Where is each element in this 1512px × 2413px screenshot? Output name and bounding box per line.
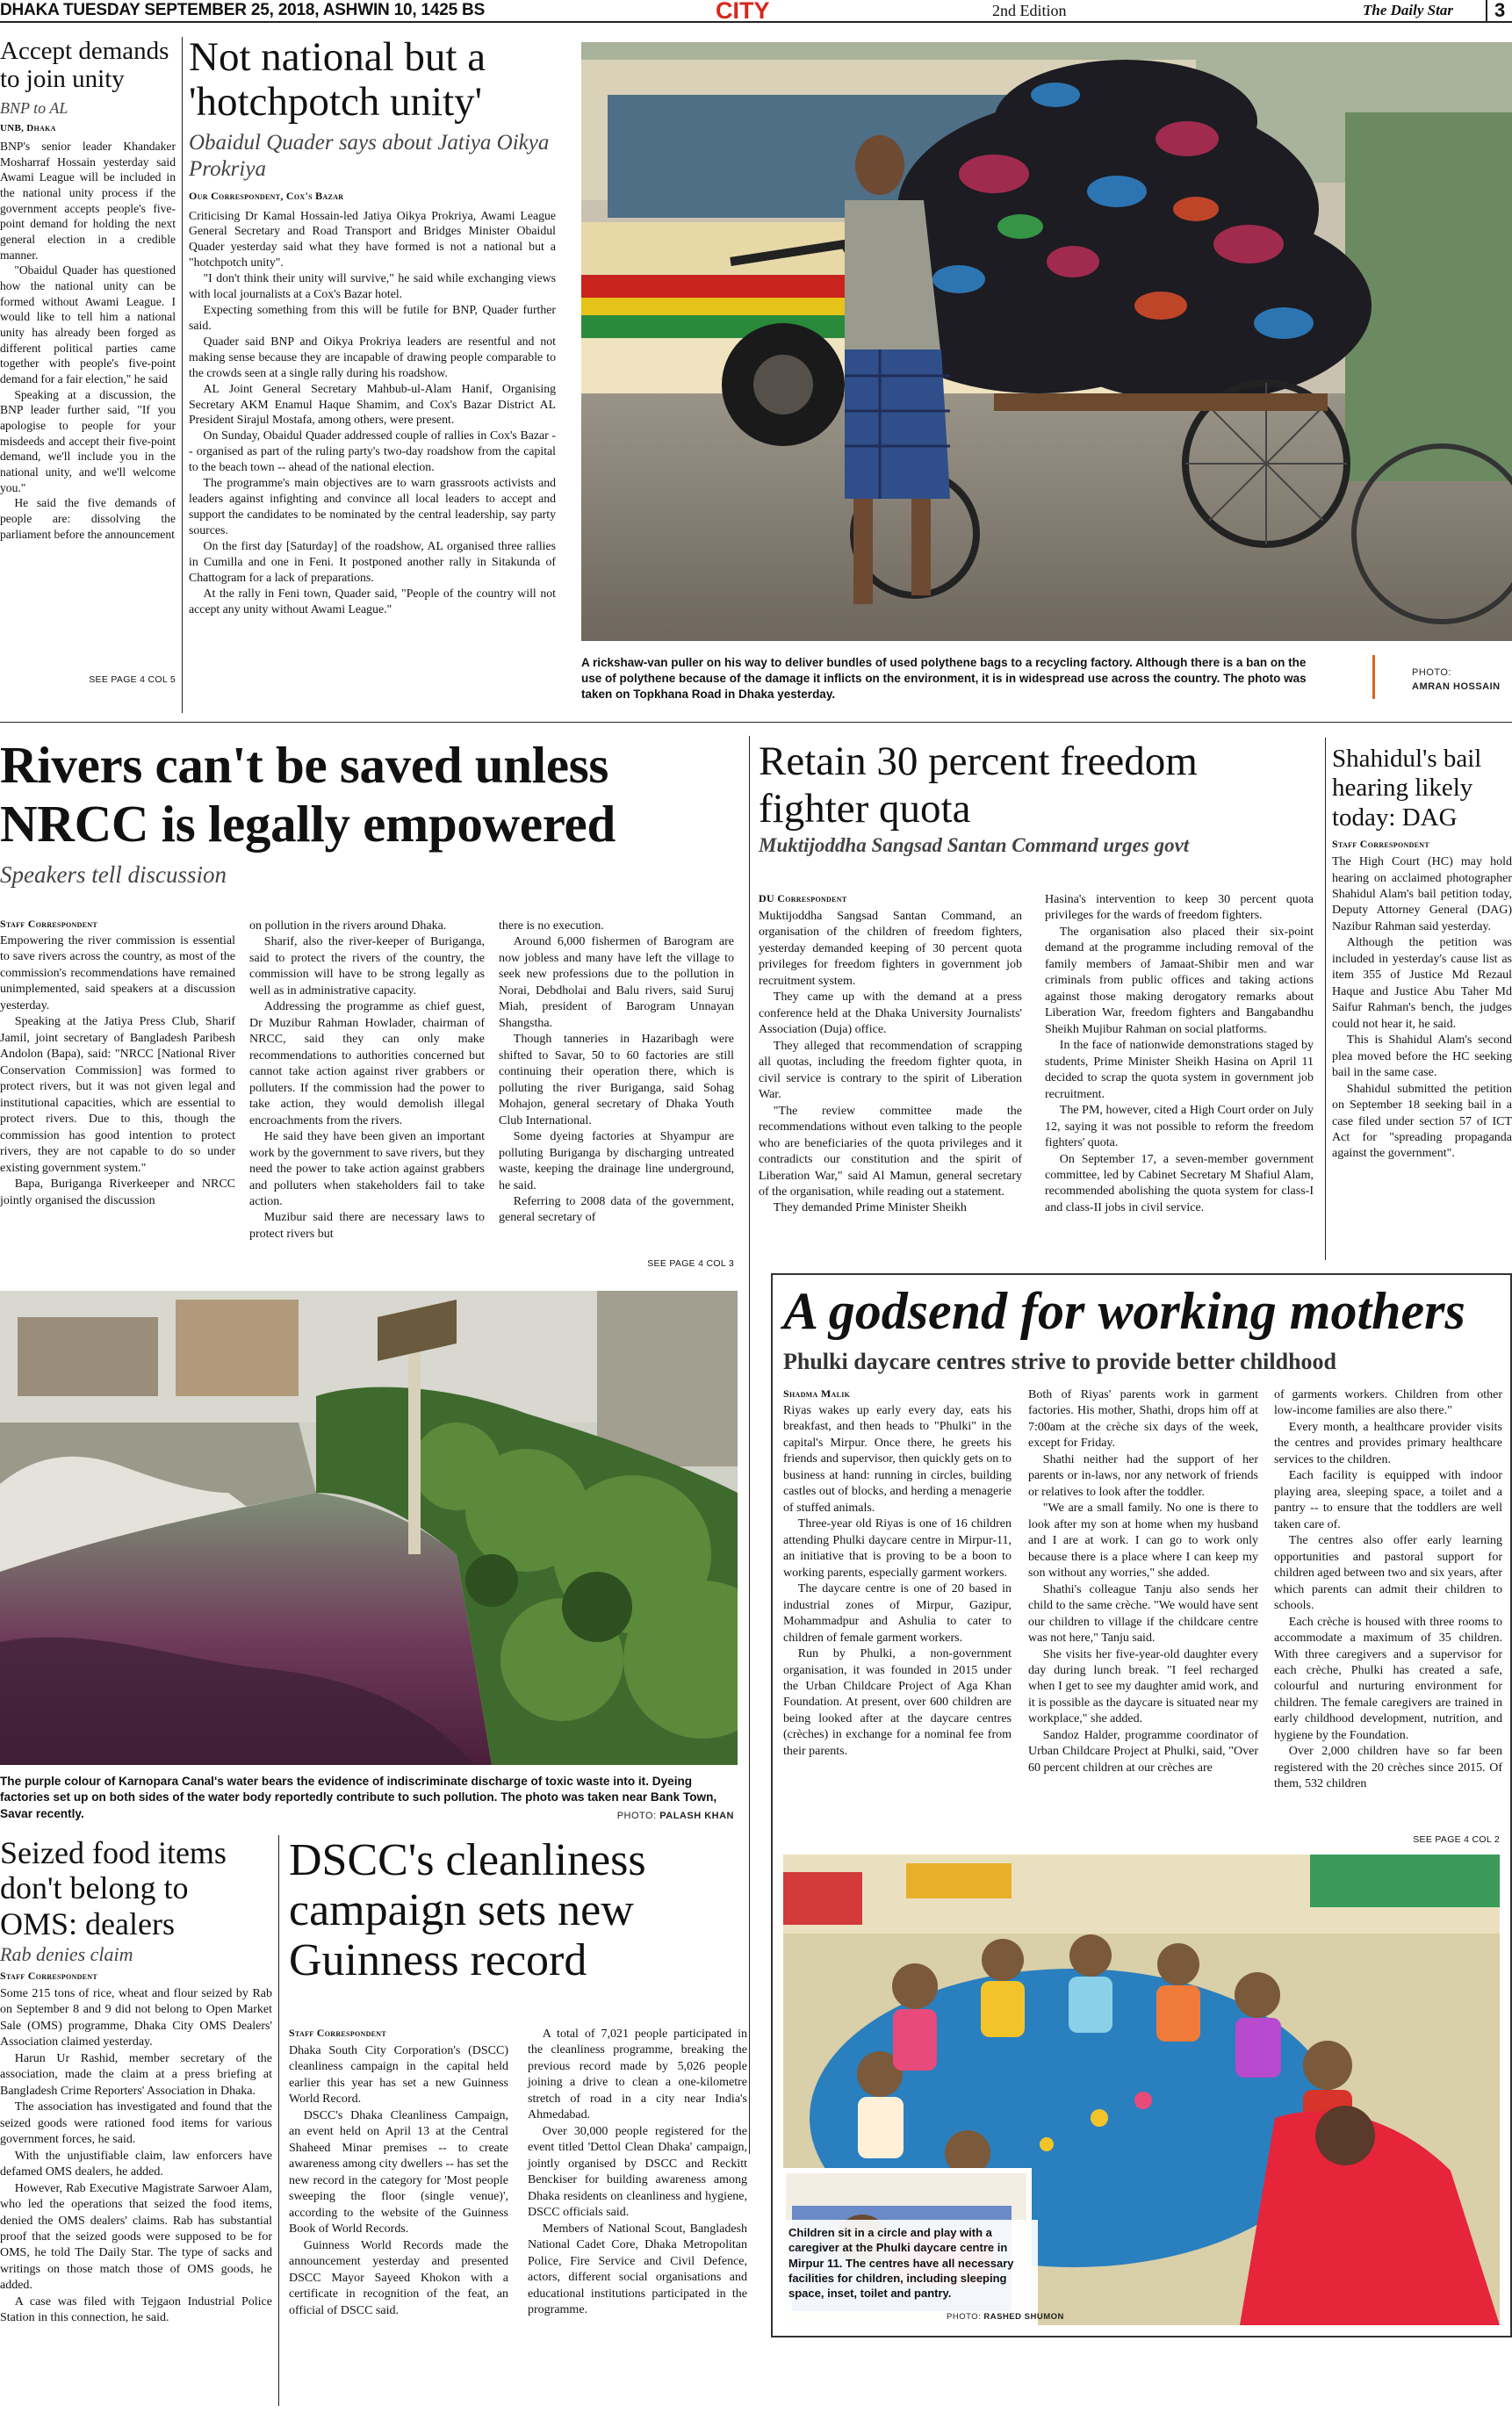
photo-credit-label: PHOTO: bbox=[1412, 667, 1451, 678]
paragraph: Some dyeing factories at Shyampur are polluting Buriganga by discharging untreated waste, keeping the drainage line underground, he said. bbox=[499, 1130, 734, 1192]
paragraph: there is no execution. bbox=[499, 919, 604, 933]
paragraph: He said they have been given an important work by the government to save rivers, but they need the power to take action against grabbers and polluters when stakeholders fail to take action. bbox=[249, 1130, 485, 1208]
paragraph: "We are a small family. No one is there to look after my son at home when my husband and I are at work. I can go to work only because there is a place where I can keep my son without any worries," she added. bbox=[1028, 1502, 1258, 1581]
paragraph: The programme's main objectives are to warn grassroots activists and leaders against infighting and convince all local leaders to accept and support the candidates to be nominated by the central leadership, say party sources. bbox=[189, 476, 556, 537]
jump-line: SEE PAGE 4 COL 5 bbox=[89, 673, 176, 685]
body-col-2 bbox=[249, 918, 485, 1265]
paragraph: She visits her five-year-old daughter every day during lunch break. "I feel recharged when I get to see my daughter amid work, and it is possible as the daycare is situated near my workplace," she added. bbox=[1028, 1647, 1258, 1726]
paragraph: Shathi neither had the support of her parents or in-laws, nor any network of friends or relatives to look after the toddler. bbox=[1028, 1452, 1258, 1499]
headline: A godsend for working mothers bbox=[783, 1282, 1465, 1340]
edition-label: 2nd Edition bbox=[992, 2, 1067, 19]
body-col-1 bbox=[783, 1403, 1012, 1842]
body-col-1 bbox=[289, 2043, 508, 2403]
paragraph: The High Court (HC) may hold hearing on acclaimed photographer Shahidul Alam's bail petition today, Deputy Attorney General (DAG) Nazibur Rahman said yesterday. bbox=[1332, 855, 1512, 933]
photo-credit-label: PHOTO: bbox=[947, 2312, 982, 2322]
paragraph: "The review committee made the recommendations without even talking to the people who are beneficiaries of the quota privileges and it contradicts our constitution and the spirit of Liberation War," said Al Mamun, general secretary of the organisation, while reading out a statement. bbox=[759, 1104, 1022, 1199]
paragraph: Over 30,000 people registered for the event titled 'Dettol Clean Dhaka' campaign, jointly organised by DSCC and Reckitt Benckiser for building awareness among Dhaka residents on cleanliness and hygiene, DSCC officials said. bbox=[528, 2124, 747, 2220]
paragraph: The centres also offer early learning opportunities and pastoral support for children aged between two and six years, after which parents can admit their children to schools. bbox=[1274, 1534, 1502, 1613]
paragraph: Each facility is equipped with indoor playing area, sleeping space, a toilet and a pantry -- to ensure that the toddlers are well taken care of. bbox=[1274, 1469, 1502, 1531]
body-col-2 bbox=[1045, 892, 1314, 1257]
article-seized-food-oms bbox=[0, 1835, 272, 2410]
body-col-3 bbox=[499, 918, 734, 1257]
paragraph: Both of Riyas' parents work in garment factories. His mother, Shathi, drops him off at 7:00am at the crèche six days of the week, except for Friday. bbox=[1028, 1388, 1258, 1451]
paragraph: DSCC's Dhaka Cleanliness Campaign, an event held on April 13 at the Central Shaheed Minar premises -- to create awareness among city dwellers -- has set the new record in the category for 'Most people sweeping the floor (single venue)', according to the website of the Guinness Book of World Records. bbox=[289, 2108, 508, 2237]
paragraph: Referring to 2008 data of the government, general secretary of bbox=[499, 1194, 734, 1225]
byline: Staff Correspondent bbox=[0, 918, 98, 930]
photo-caption: Children sit in a circle and play with a caregiver at the Phulki daycare centre in Mirpur 11. The centres have all necessary facilities for children, including sleeping space, inset, toilet and pantry. bbox=[788, 2226, 1014, 2301]
subheadline: Speakers tell discussion bbox=[0, 861, 227, 888]
paragraph: Quader said BNP and Oikya Prokriya leaders are resentful and not making sense because they are incapable of drawing people comparable to the crowds seen at a single rally during his roadshow. bbox=[189, 334, 556, 379]
paragraph: A case was filed with Tejgaon Industrial Police Station in this connection, he said. bbox=[0, 2294, 272, 2325]
body bbox=[0, 1986, 272, 2373]
paragraph: Around 6,000 fishermen of Barogram are now jobless and many have left the village to seek new professions due to the pollution in Norai, Debdholai and Balu rivers, said Suruj Miah, president of Barogram Unnayan Shangstha. bbox=[499, 935, 734, 1030]
masthead bbox=[0, 0, 1512, 23]
byline: UNB, Dhaka bbox=[0, 122, 56, 133]
paragraph: Shathi's colleague Tanju also sends her child to the same crèche. "We would have sent our children to village if the childcare centre was not here," Tanju said. bbox=[1028, 1582, 1258, 1646]
headline: Not national but a 'hotchpotch unity' bbox=[189, 35, 486, 125]
paragraph: Sandoz Halder, programme coordinator of Urban Childcare Project at Phulki, said, "Over 60 percent children at our crèches are bbox=[1028, 1728, 1258, 1775]
paragraph: He said the five demands of people are: dissolving the parliament before the announcement bbox=[0, 496, 176, 541]
paragraph: Riyas wakes up early every day, eats his breakfast, and then heads to "Phulki" in the capital's Mirpur. Once there, he greets his friends and supervisor, then quickly gets on to business at hand: running in circles, building castles out of blocks, and herding a menagerie of stuffed animals. bbox=[783, 1404, 1012, 1515]
body bbox=[189, 208, 556, 700]
photo-caption-block bbox=[581, 655, 1512, 708]
byline: Staff Correspondent bbox=[289, 2027, 387, 2039]
column-rule bbox=[278, 1835, 279, 2406]
photo-credit-name: RASHED SHUMON bbox=[983, 2312, 1064, 2322]
article-hotchpotch-unity bbox=[189, 35, 556, 722]
paragraph: Muzibur said there are necessary laws to protect rivers but bbox=[249, 1211, 485, 1241]
column-rule bbox=[182, 37, 183, 713]
dateline: DHAKA TUESDAY SEPTEMBER 25, 2018, ASHWIN 10, 1425 BS bbox=[0, 1, 486, 19]
paragraph: of garments workers. Children from other low-income families are also there." bbox=[1274, 1388, 1502, 1418]
photo-children-daycare bbox=[783, 1855, 1500, 2325]
paragraph: However, Rab Executive Magistrate Sarwoer Alam, who led the operations that seized the food items, denied the OMS dealers' claims. Rab has substantial proof that the seized goods were supposed to be for OMS, he told The Daily Star. The type of sacks and writings on those match those of OMS goods, he added. bbox=[0, 2181, 272, 2293]
paragraph: On September 17, a seven-member government committee, led by Cabinet Secretary M Shafiul Alam, recommended abolishing the quota system for class-I and class-II jobs in civil service. bbox=[1045, 1152, 1314, 1214]
caption-divider bbox=[1372, 655, 1375, 699]
paragraph: Expecting something from this will be futile for BNP, Quader further said. bbox=[189, 303, 556, 332]
paragraph: Bapa, Buriganga Riverkeeper and NRCC jointly organised the discussion bbox=[0, 1178, 235, 1207]
photo-caption-panel bbox=[783, 2220, 1038, 2325]
paragraph: Shahidul submitted the petition on September 18 seeking bail in a case filed under section 57 of ICT Act for "spreading propaganda against the government". bbox=[1332, 1082, 1512, 1161]
paragraph: The PM, however, cited a High Court order on July 12, saying it was not possible to reform the freedom fighters' quota. bbox=[1045, 1104, 1314, 1150]
paragraph: On the first day [Saturday] of the roadshow, AL organised three rallies in Cumilla and one in Feni. It postponed another rally in Sitakunda of Chattogram for a lack of preparations. bbox=[189, 538, 556, 584]
paragraph: At the rally in Feni town, Quader said, "People of the country will not accept any unity without Awami League." bbox=[189, 586, 556, 616]
subheadline: Muktijoddha Sangsad Santan Command urges govt bbox=[759, 834, 1190, 857]
paragraph: Every month, a healthcare provider visits the centres and provides primary healthcare services to the children. bbox=[1274, 1420, 1502, 1466]
subheadline: Obaidul Quader says about Jatiya Oikya Prokriya bbox=[189, 130, 550, 181]
paragraph: Muktijoddha Sangsad Santan Command, an organisation of the children of freedom fighters, yesterday demanded keeping of 30 percent quota privileges for freedom fighters in government job recruitment system. bbox=[759, 910, 1022, 988]
paragraph: "Obaidul Quader has questioned how the national unity can be formed without Awami League. I would like to tell him a national unity has already been forged as different political parties came together with people's five-point demand for a fair election," he said bbox=[0, 263, 176, 386]
paragraph: This is Shahidul Alam's second plea moved before the HC seeking bail in the same case. bbox=[1332, 1034, 1512, 1080]
photo-caption: The purple colour of Karnopara Canal's water bears the evidence of indiscriminate discharge of toxic waste into it. Dyeing factories set up on both sides of the water body reportedly contribute to such pollution. The photo was taken near Bank Town, Savar recently. bbox=[0, 1775, 717, 1820]
article-shahidul-bail bbox=[1332, 745, 1512, 1263]
photo-credit bbox=[947, 2312, 1064, 2322]
jump-line: SEE PAGE 4 COL 3 bbox=[647, 1258, 734, 1269]
paragraph: With the unjustifiable claim, law enforcers have defamed OMS dealers, he added. bbox=[0, 2149, 272, 2179]
paragraph: Criticising Dr Kamal Hossain-led Jatiya Oikya Prokriya, Awami League General Secretary and Road Transport and Bridges Minister Obaidul Quader yesterday said what they have formed is not a national but a "hotchpotch unity". bbox=[189, 208, 556, 270]
article-rivers-nrcc bbox=[0, 736, 738, 1280]
paragraph: on pollution in the rivers around Dhaka. bbox=[249, 919, 447, 933]
paragraph: Sharif, also the river-keeper of Buriganga, said to protect the rivers of the country, the commission will have to be strong legally as well as in administrative capacity. bbox=[249, 935, 485, 998]
byline: Staff Correspondent bbox=[0, 1969, 98, 1982]
paragraph: Harun Ur Rashid, member secretary of the association, made the claim at a press briefing at Bangladesh Crime Reporters' Association in Dhaka. bbox=[0, 2051, 272, 2098]
paragraph: In the face of nationwide demonstrations staged by students, Prime Minister Sheikh Hasina on April 11 decided to scrap the quota system in government job recruitment. bbox=[1045, 1039, 1314, 1101]
jump-line: SEE PAGE 4 COL 2 bbox=[1413, 1834, 1500, 1845]
headline: Seized food items don't belong to OMS: dealers bbox=[0, 1835, 227, 1941]
byline: Staff Correspondent bbox=[1332, 838, 1430, 851]
rickshaw-photo-illustration bbox=[581, 42, 1512, 641]
paragraph: They came up with the demand at a press conference held at the Dhaka University Journalists' Association (Duja) office. bbox=[759, 990, 1022, 1037]
paragraph: Empowering the river commission is essential to save rivers across the country, as most of the commission's recommendations have remained unimplemented, said speakers at a discussion yesterday. bbox=[0, 934, 235, 1012]
photo-caption-block bbox=[0, 1774, 738, 1828]
article-godsend-working-mothers bbox=[771, 1273, 1512, 2337]
column-rule bbox=[1325, 738, 1326, 1260]
body-col-2 bbox=[528, 2027, 747, 2404]
section-label: CITY bbox=[716, 0, 770, 23]
paragraph: Addressing the programme as chief guest, Dr Muzibur Rahman Howlader, chairman of NRCC, said they can only make recommendations to authorities concerned but cannot take action against river grabbers or polluters. If the commission had the power to take action, they would demolish illegal encroachments from the rivers. bbox=[249, 1000, 485, 1127]
paragraph: Over 2,000 children have so far been registered with the 20 crèches since 2015. Of them, 532 children bbox=[1274, 1745, 1502, 1791]
article-freedom-fighter-quota bbox=[759, 738, 1317, 1264]
paragraph: Dhaka South City Corporation's (DSCC) cleanliness campaign in the capital held earlier this year has set a new Guinness World Record. bbox=[289, 2044, 508, 2107]
paragraph: Members of National Scout, Bangladesh National Cadet Core, Dhaka Metropolitan Police, Fire Service and Civil Defence, actors, different social organisations and educational institutions participated in the programme. bbox=[528, 2222, 747, 2316]
paragraph: Speaking at the Jatiya Press Club, Sharif Jamil, joint secretary of Bangladesh Paribesh Andolon (Bapa), said: "NRCC [National River Conservation Commission] was formed to protect rivers, but it was not given legal and institutional capacities, which are essential to protect rivers. Due to this, though the commission has good intention to protect rivers, they are not capable to do so under existing government system." bbox=[0, 1015, 235, 1175]
byline: DU Correspondent bbox=[759, 892, 847, 904]
paper-name: The Daily Star bbox=[1363, 2, 1453, 18]
paragraph: Each crèche is housed with three rooms to accommodate a maximum of 35 children. With three caregivers and a supervisor for each crèche, Phulki has created a safe, colourful and nurturing environment for children. The female caregivers are trained in early childhood development, nutrition, and hygiene by the Foundation. bbox=[1274, 1615, 1502, 1742]
body bbox=[1332, 854, 1512, 1254]
paragraph: They alleged that recommendation of scrapping all quotas, including the freedom fighter quota, in civil service is contrary to the spirit of Liberation War. bbox=[759, 1039, 1022, 1102]
subheadline: Phulki daycare centres strive to provide better childhood bbox=[783, 1349, 1336, 1374]
body-col-3 bbox=[1274, 1387, 1502, 1831]
horizontal-rule bbox=[0, 722, 1512, 723]
paragraph: The association has investigated and found that the seized goods were rationed food items for various government forces, he said. bbox=[0, 2100, 272, 2147]
paragraph: BNP's senior leader Khandaker Mosharraf Hossain yesterday said Awami League will be included in the national unity process if the government accepts people's five-point demand for holding the next general election in a credible manner. bbox=[0, 139, 176, 262]
body-col-1 bbox=[0, 933, 235, 1265]
paragraph: Guinness World Records made the announcement yesterday and presented DSCC Mayor Sayeed Khokon with a certificate in recognition of the feat, an official of DSCC said. bbox=[289, 2238, 508, 2317]
body-col-1 bbox=[759, 909, 1022, 1251]
body bbox=[0, 139, 176, 673]
headline: DSCC's cleanliness campaign sets new Guinness record bbox=[289, 1835, 646, 1986]
article-accept-demands bbox=[0, 37, 176, 722]
paragraph: Three-year old Riyas is one of 16 children attending Phulki daycare centre in Mirpur-11, an initiative that is proving to be a boon to working parents, especially garment workers. bbox=[783, 1517, 1012, 1580]
photo-credit-name: AMRAN HOSSAIN bbox=[1412, 681, 1501, 692]
paragraph: The daycare centre is one of 20 based in industrial zones of Mirpur, Gazipur, Mohammadpur and Ashulia to cater to children of female garment workers. bbox=[783, 1582, 1012, 1645]
byline: Shadma Malik bbox=[783, 1387, 851, 1400]
headline: Shahidul's bail hearing likely today: DAG bbox=[1332, 745, 1482, 832]
paragraph: Speaking at a discussion, the BNP leader further said, "If you apologise to people for your misdeeds and accept their five-point demand, we'll include you in the national unity, and we'll welcome you." bbox=[0, 387, 176, 494]
paragraph: Though tanneries in Hazaribagh were shifted to Savar, 50 to 60 factories are still continuing their operation there, which is polluting the river Buriganga, said Sohag Mohajon, general secretary of Dhaka Youth Club International. bbox=[499, 1033, 734, 1127]
paragraph: AL Joint General Secretary Mahbub-ul-Alam Hanif, Organising Secretary AKM Enamul Haque Shamim, and Cox's Bazar District AL President Sirajul Mostafa, among others, were present. bbox=[189, 381, 556, 427]
paragraph: On Sunday, Obaidul Quader addressed couple of rallies in Cox's Bazar -- organised as part of the ruling party's two-day roadshow from the capital to the beach town -- ahead of the national election. bbox=[189, 429, 556, 474]
paragraph: They demanded Prime Minister Sheikh bbox=[773, 1201, 967, 1215]
paragraph: Although the petition was included in yesterday's cause list as item 355 of Justice Md Rezaul Haque and Justice Abu Taher Md Saifur Rahman's bench, the judges could not hear it, he said. bbox=[1332, 936, 1512, 1031]
headline: Retain 30 percent freedom fighter quota bbox=[759, 738, 1198, 832]
paragraph: Hasina's intervention to keep 30 percent quota privileges for the wards of freedom fighters. bbox=[1045, 893, 1314, 923]
paragraph: Run by Phulki, a non-government organisation, it was founded in 2015 under the Urban Childcare Project of Aga Khan Foundation. At present, over 600 children are being looked after at the daycare centres (crèches) in exchange for a nominal fee from their parents. bbox=[783, 1647, 1012, 1758]
photo-credit bbox=[617, 1811, 734, 1821]
byline: Our Correspondent, Cox's Bazar bbox=[189, 189, 344, 202]
body-col-2 bbox=[1028, 1387, 1258, 1844]
photo-credit-name: PALASH KHAN bbox=[659, 1811, 734, 1821]
photo-rickshaw-polythene bbox=[581, 42, 1512, 641]
photo-caption: A rickshaw-van puller on his way to deliver bundles of used polythene bags to a recycling factory. Although there is a ban on the use of polythene because of the damage it inflicts on the environment, it is in widespread use across the country. The photo was taken on Topkhana Road in Dhaka yesterday. bbox=[581, 656, 1307, 702]
paragraph: "I don't think their unity will survive," he said while exchanging views with local journalists at a Cox's Bazar hotel. bbox=[189, 271, 556, 301]
subheadline: Rab denies claim bbox=[0, 1942, 133, 1965]
article-dscc-guinness bbox=[289, 1835, 754, 2410]
paragraph: A total of 7,021 people participated in the cleanliness programme, breaking the previous record made by 5,026 people joining a drive to clean a one-kilometre stretch of road in a city near India's Ahmedabad. bbox=[528, 2028, 747, 2122]
photo-karnopara-canal bbox=[0, 1291, 738, 1765]
paragraph: The organisation also placed their six-point demand at the programme including removal of the family members of Jamaat-Shibir men and war criminals from public offices and taking actions against those making derogatory remarks about Liberation War, freedom fighters and Bangabandhu Sheikh Mujibur Rahman on social platforms. bbox=[1045, 925, 1314, 1036]
headline: Rivers can't be saved unless NRCC is legally empowered bbox=[0, 736, 616, 854]
paragraph: Some 215 tons of rice, wheat and flour seized by Rab on September 8 and 9 did not belong to Open Market Sale (OMS) programme, Dhaka City OMS Dealers' Association claimed yesterday. bbox=[0, 1986, 272, 2049]
subheadline: BNP to AL bbox=[0, 98, 68, 117]
page-number: 3 bbox=[1486, 0, 1505, 22]
canal-photo-illustration bbox=[0, 1291, 738, 1765]
photo-credit-label: PHOTO: bbox=[616, 1811, 657, 1821]
headline: Accept demands to join unity bbox=[0, 37, 169, 94]
